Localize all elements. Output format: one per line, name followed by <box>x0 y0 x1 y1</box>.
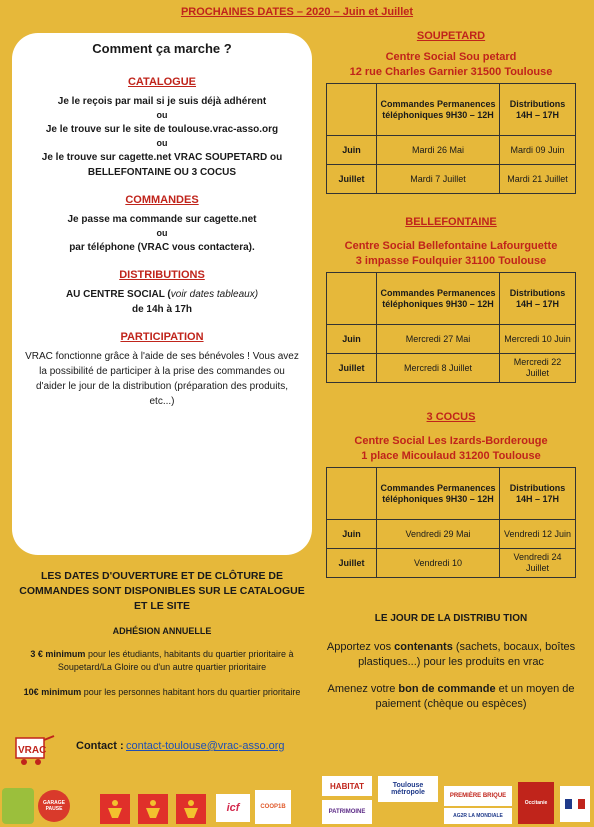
row-month: Juillet <box>327 354 377 383</box>
order-emph: bon de commande <box>398 683 496 695</box>
commandes-line: par téléphone (VRAC vous contactera). <box>69 242 255 253</box>
cell-commandes: Vendredi 29 Mai <box>377 520 500 549</box>
distributions-place: AU CENTRE SOCIAL ( <box>65 289 171 300</box>
center-name: SOUPETARD <box>416 30 486 42</box>
adhesion-title: ADHÉSION ANNUELLE <box>112 626 212 636</box>
participation-title: PARTICIPATION <box>120 331 204 343</box>
participation-section <box>24 331 300 409</box>
center-address <box>322 50 580 80</box>
figure-icon <box>104 798 126 820</box>
table-row <box>327 136 576 165</box>
partner-logo-icf: icf <box>216 794 250 822</box>
card-heading: Comment ça marche ? <box>92 41 232 56</box>
row-month: Juin <box>327 325 377 354</box>
cell-distributions: Mardi 09 Juin <box>500 136 576 165</box>
distributions-note: voir dates tableaux) <box>170 289 259 300</box>
cell-distributions: Vendredi 24 Juillet <box>500 549 576 578</box>
cell-commandes: Mercredi 27 Mai <box>377 325 500 354</box>
header-commandes: Commandes Permanences téléphoniques 9H30 – 12H <box>377 273 500 325</box>
catalogue-or: ou <box>156 138 168 148</box>
table-row <box>327 165 576 194</box>
row-month: Juin <box>327 136 377 165</box>
row-month: Juillet <box>327 549 377 578</box>
partner-logo-toulouse: Toulouse métropole <box>378 776 438 802</box>
center-street: 3 impasse Foulquier 31100 Toulouse <box>355 255 547 267</box>
distributions-hours: de 14h à 17h <box>131 304 193 315</box>
catalogue-or: ou <box>156 110 168 120</box>
contact-label: Contact : <box>76 740 124 752</box>
partner-logos <box>0 776 594 827</box>
price-reduced-amount: 3 € minimum <box>30 649 86 659</box>
price-standard <box>14 686 310 699</box>
commandes-title: COMMANDES <box>125 194 199 206</box>
partner-logo-republique <box>560 786 590 822</box>
bring-text-rest: (sachets, bocaux, boîtes plastiques...) pour les produits en vrac <box>358 641 576 668</box>
partner-logo <box>176 794 206 824</box>
table-corner <box>327 273 377 325</box>
partner-logo <box>138 794 168 824</box>
center-fullname: Centre Social Les Izards-Borderouge <box>354 435 548 447</box>
order-text: Amenez votre <box>327 683 399 695</box>
partner-logo-occitanie: Occitanie <box>518 782 554 824</box>
cell-commandes: Mercredi 8 Juillet <box>377 354 500 383</box>
cell-distributions: Vendredi 12 Juin <box>500 520 576 549</box>
cell-distributions: Mercredi 22 Juillet <box>500 354 576 383</box>
center-3-cocus <box>322 411 580 578</box>
header-commandes: Commandes Permanences téléphoniques 9H30 – 12H <box>377 468 500 520</box>
contact-bar <box>14 732 414 772</box>
header-commandes: Commandes Permanences téléphoniques 9H30 – 12H <box>377 84 500 136</box>
schedule-table <box>326 467 576 578</box>
partner-logo <box>2 788 34 824</box>
membership-info <box>14 569 310 699</box>
catalogue-section <box>24 76 300 180</box>
partner-logo-garage: GARAGE PAUSE <box>38 790 70 822</box>
catalogue-line: Je le trouve sur cagette.net VRAC SOUPETARD ou <box>41 152 283 163</box>
row-month: Juin <box>327 520 377 549</box>
figure-icon <box>180 798 202 820</box>
commandes-section <box>24 194 300 255</box>
table-row <box>327 549 576 578</box>
cell-commandes: Mardi 7 Juillet <box>377 165 500 194</box>
page-title: PROCHAINES DATES – 2020 – Juin et Juillet <box>180 6 414 18</box>
distribution-day-title: LE JOUR DE LA DISTRIBU TION <box>374 613 528 624</box>
header-distributions: Distributions 14H – 17H <box>500 468 576 520</box>
centers-column <box>322 30 580 578</box>
center-street: 1 place Micoulaud 31200 Toulouse <box>361 450 541 462</box>
cell-commandes: Mardi 26 Mai <box>377 136 500 165</box>
distributions-line <box>24 287 300 302</box>
center-name: BELLEFONTAINE <box>405 216 497 228</box>
contact-email-link[interactable]: contact-toulouse@vrac-asso.org <box>126 740 285 752</box>
table-row <box>327 325 576 354</box>
table-corner <box>327 468 377 520</box>
bring-containers <box>322 640 580 670</box>
center-street: 12 rue Charles Garnier 31500 Toulouse <box>349 66 553 78</box>
catalogue-line: Je le trouve sur le site de toulouse.vrac-asso.org <box>45 124 279 135</box>
center-address <box>322 239 580 269</box>
price-reduced <box>14 648 310 674</box>
catalogue-title: CATALOGUE <box>127 76 197 88</box>
partner-logo-coop1b: COOP1B <box>255 790 291 824</box>
distribution-day <box>322 613 580 712</box>
center-fullname: Centre Social Bellefontaine Lafourguette <box>344 240 558 252</box>
catalogue-line: BELLEFONTAINE OU 3 COCUS <box>87 167 237 178</box>
header-distributions: Distributions 14H – 17H <box>500 273 576 325</box>
table-corner <box>327 84 377 136</box>
schedule-table <box>326 272 576 383</box>
partner-logo <box>100 794 130 824</box>
price-standard-desc: pour les personnes habitant hors du quartier prioritaire <box>81 687 301 697</box>
center-name: 3 COCUS <box>426 411 476 423</box>
price-reduced-desc: pour les étudiants, habitants du quartier prioritaire à Soupetard/La Gloire ou d'un autre quartier prioritaire <box>57 649 294 672</box>
cell-commandes: Vendredi 10 <box>377 549 500 578</box>
commandes-or: ou <box>156 228 168 238</box>
row-month: Juillet <box>327 165 377 194</box>
center-address <box>322 434 580 464</box>
vrac-logo-text: VRAC <box>18 745 47 756</box>
partner-logo-ag2r: AG2R LA MONDIALE <box>444 808 512 824</box>
partner-logo-patrimoine: PATRIMOINE <box>322 800 372 824</box>
bring-text: Apportez vos <box>326 641 395 653</box>
catalogue-line: Je le reçois par mail si je suis déjà adhérent <box>57 96 267 107</box>
distributions-title: DISTRIBUTIONS <box>119 269 205 281</box>
center-soupetard <box>322 30 580 194</box>
figure-icon <box>142 798 164 820</box>
center-fullname: Centre Social Sou petard <box>385 51 517 63</box>
participation-text: VRAC fonctionne grâce à l'aide de ses bénévoles ! Vous avez la possibilité de participer à la prise des commandes ou d'aider le jour de la distribution (préparation des produits, etc...) <box>25 351 299 407</box>
cell-distributions: Mardi 21 Juillet <box>500 165 576 194</box>
schedule-table <box>326 83 576 194</box>
cell-distributions: Mercredi 10 Juin <box>500 325 576 354</box>
bring-order <box>322 682 580 712</box>
bring-emph: contenants <box>394 641 453 653</box>
distributions-section <box>24 269 300 317</box>
partner-logo-premiere-brique: PREMIÈRE BRIQUE <box>444 786 512 806</box>
table-row <box>327 354 576 383</box>
price-standard-amount: 10€ minimum <box>23 687 82 697</box>
center-bellefontaine <box>322 216 580 383</box>
dates-notice: LES DATES D'OUVERTURE ET DE CLÔTURE DE COMMANDES SONT DISPONIBLES SUR LE CATALOGUE ET LE SITE <box>19 570 305 612</box>
table-row <box>327 520 576 549</box>
header-distributions: Distributions 14H – 17H <box>500 84 576 136</box>
commandes-line: Je passe ma commande sur cagette.net <box>67 214 257 225</box>
partner-logo-habitat: HABITAT <box>322 776 372 796</box>
how-it-works-card <box>12 33 312 555</box>
vrac-logo <box>14 732 64 766</box>
flag-icon <box>565 799 585 809</box>
order-text-rest: et un moyen de paiement (chèque ou espèces) <box>375 683 575 710</box>
